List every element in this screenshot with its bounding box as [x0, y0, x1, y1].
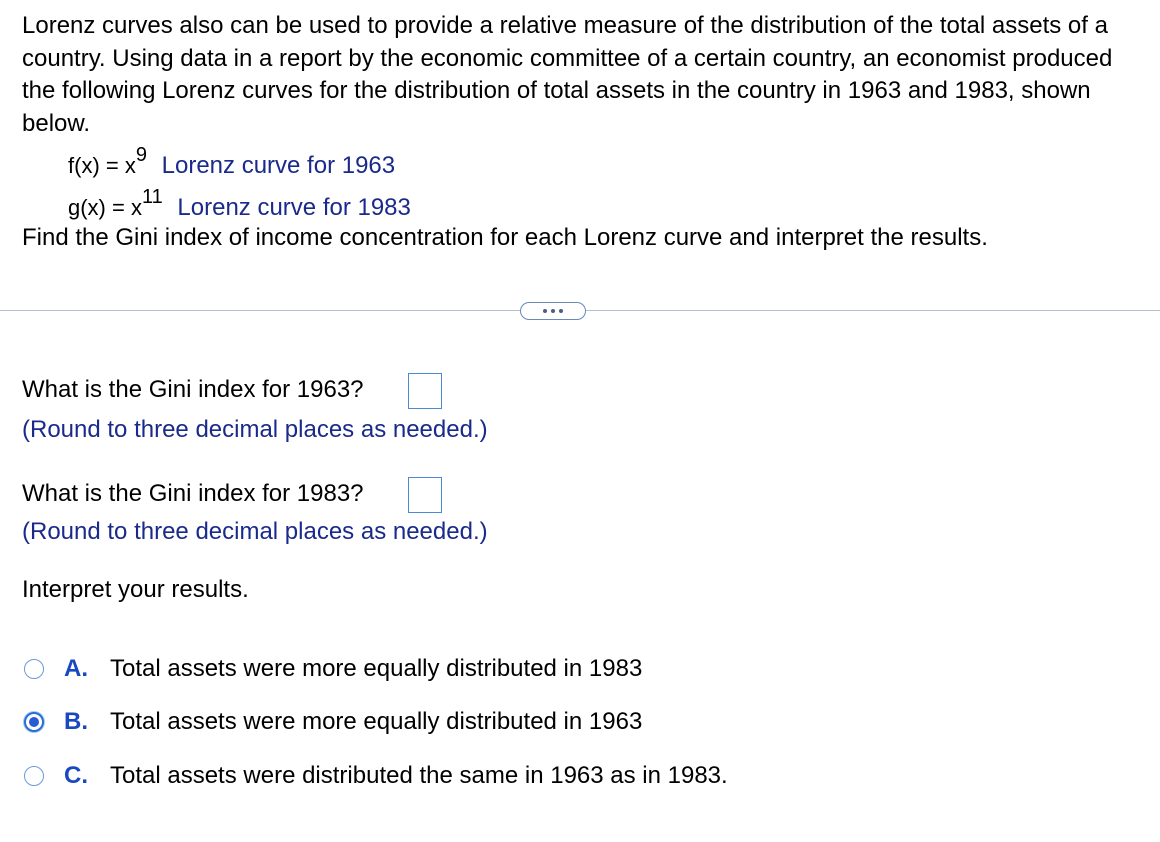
curve-label-1983: Lorenz curve for 1983 — [177, 194, 411, 222]
option-b-letter: B. — [64, 708, 88, 735]
problem-intro: Lorenz curves also can be used to provide a relative measure of the distribution of the total assets of a country. Using data in a report by the economic committee of a certain country, an economist produced the following Lorenz curves for the distribution of total assets in the country in 1963 and 1983, shown below. — [22, 12, 1113, 137]
formula-row-1983 — [68, 186, 411, 222]
option-b[interactable] — [24, 708, 642, 736]
option-c-letter: C. — [64, 762, 88, 789]
radio-a[interactable] — [24, 659, 44, 679]
formula-f-exponent: 9 — [135, 144, 147, 166]
formula-row-1963 — [68, 144, 396, 180]
interpret-prompt: Interpret your results. — [22, 576, 249, 603]
option-c-text: Total assets were distributed the same in 1963 as in 1983. — [110, 762, 728, 789]
hint-1983: (Round to three decimal places as needed.) — [22, 518, 488, 545]
radio-b[interactable] — [24, 712, 44, 732]
hint-1963: (Round to three decimal places as needed.) — [22, 416, 488, 443]
curve-label-1963: Lorenz curve for 1963 — [161, 152, 396, 180]
formula-g-exponent: 11 — [141, 186, 163, 208]
gini-1963-input[interactable] — [408, 373, 442, 409]
formula-f: $f(x) = x^9$ — [68, 144, 147, 179]
option-a-text: Total assets were more equally distributed in 1983 — [110, 655, 643, 682]
question-1983: What is the Gini index for 1983? — [22, 480, 364, 507]
question-1963: What is the Gini index for 1963? — [22, 376, 364, 403]
more-options-button[interactable] — [520, 302, 586, 320]
option-a-letter: A. — [64, 655, 88, 682]
problem-task: Find the Gini index of income concentration for each Lorenz curve and interpret the results. — [22, 224, 988, 251]
option-b-text: Total assets were more equally distributed in 1963 — [110, 708, 643, 735]
dot-icon — [559, 309, 563, 313]
dot-icon — [551, 309, 555, 313]
dot-icon — [543, 309, 547, 313]
formula-g: $g(x) = x^{11}$ — [68, 186, 163, 221]
radio-c[interactable] — [24, 766, 44, 786]
option-c[interactable] — [24, 762, 728, 790]
option-a[interactable] — [24, 655, 642, 683]
gini-1983-input[interactable] — [408, 477, 442, 513]
radio-selected-dot-icon — [29, 717, 39, 727]
